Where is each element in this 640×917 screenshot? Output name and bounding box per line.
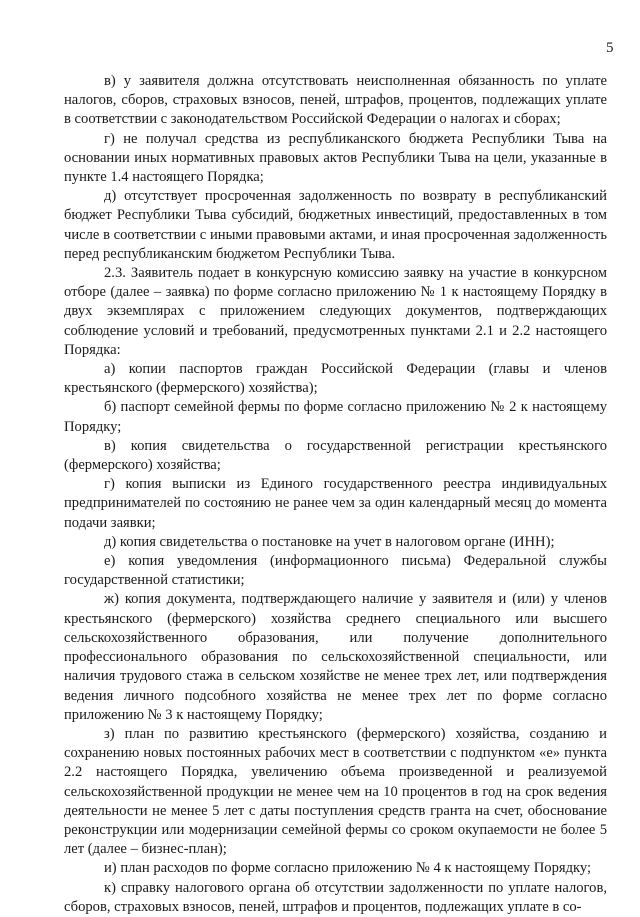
page-number: 5 bbox=[606, 40, 614, 56]
paragraph-b-farm-passport: б) паспорт семейной фермы по форме согласно приложению № 2 к настоящему Порядку; bbox=[64, 399, 607, 435]
paragraph-k-tax-certificate: к) справку налогового органа об отсутствии задолженности по уплате налогов, сборов, страховых взносов, пеней, штрафов и процентов, подлежащих уплате в со- bbox=[64, 879, 607, 915]
paragraph-v-registration: в) копия свидетельства о государственной регистрации крестьянского (фермерского) хозяйства; bbox=[64, 437, 607, 474]
document-body bbox=[64, 72, 607, 917]
paragraph-g-egrip-extract: г) копия выписки из Единого государственного реестра индивидуальных предпринимателей по состоянию не ранее чем за один календарный месяц до момента подачи заявки; bbox=[64, 476, 607, 531]
paragraph-g-budget-funds: г) не получал средства из республиканского бюджета Республики Тыва на основании иных нормативных правовых актов Республики Тыва на цели, указанные в пункте 1.4 настоящего Порядка; bbox=[64, 130, 607, 186]
paragraph-d-inn: д) копия свидетельства о постановке на учет в налоговом органе (ИНН); bbox=[104, 533, 555, 550]
paragraph-d-overdue-debt: д) отсутствует просроченная задолженность по возврату в республиканский бюджет Республики Тыва субсидий, бюджетных инвестиций, предоставленных в том числе в соответствии с иными правовыми актами, и иная просроченная задолженность перед республиканским бюджетом Республики Тыва. bbox=[64, 188, 607, 262]
paragraph-i-expense-plan: и) план расходов по форме согласно приложению № 4 к настоящему Порядку; bbox=[104, 860, 592, 877]
paragraph-z-business-plan: з) план по развитию крестьянского (фермерского) хозяйства, созданию и сохранению новых постоянных рабочих мест в соответствии с подпунктом «е» пункта 2.2 настоящего Порядка, увеличению объема произведенной и реализуемой сельскохозяйственной продукции не менее чем на 10 процентов в год на срок ведения деятельности не менее 5 лет с даты поступления средств гранта на счет, обоснование реконструкции или модернизации семейной фермы со сроком окупаемости не более 5 лет (далее – бизнес-план); bbox=[64, 725, 607, 858]
paragraph-e-rosstat-notice: е) копия уведомления (информационного письма) Федеральной службы государственной статистики; bbox=[64, 553, 607, 589]
paragraph-2-3-application: 2.3. Заявитель подает в конкурсную комиссию заявку на участие в конкурсном отборе (далее – заявка) по форме согласно приложению № 1 к настоящему Порядку в двух экземплярах с приложением следующих документов, подтверждающих соблюдение условий и требований, предусмотренных пунктами 2.1 и 2.2 настоящего Порядка: bbox=[64, 265, 607, 358]
paragraph-a-passports: а) копии паспортов граждан Российской Федерации (главы и членов крестьянского (фермерского) хозяйства); bbox=[64, 361, 607, 397]
paragraph-zh-education: ж) копия документа, подтверждающего наличие у заявителя и (или) у членов крестьянского (фермерского) хозяйства среднего специального или высшего сельскохозяйственного образования, или получение дополнительного профессионального образования по сельскохозяйственной специальности, или наличия трудового стажа в сельском хозяйстве не менее трех лет, или подтверждения ведения личного подсобного хозяйства не менее трех лет по форме согласно приложению № 3 к настоящему Порядку; bbox=[64, 591, 607, 723]
paragraph-v-obligation: в) у заявителя должна отсутствовать неисполненная обязанность по уплате налогов, сборов, страховых взносов, пеней, штрафов, процентов, подлежащих уплате в соответствии с законодательством Российской Федерации о налогах и сборах; bbox=[64, 73, 607, 128]
